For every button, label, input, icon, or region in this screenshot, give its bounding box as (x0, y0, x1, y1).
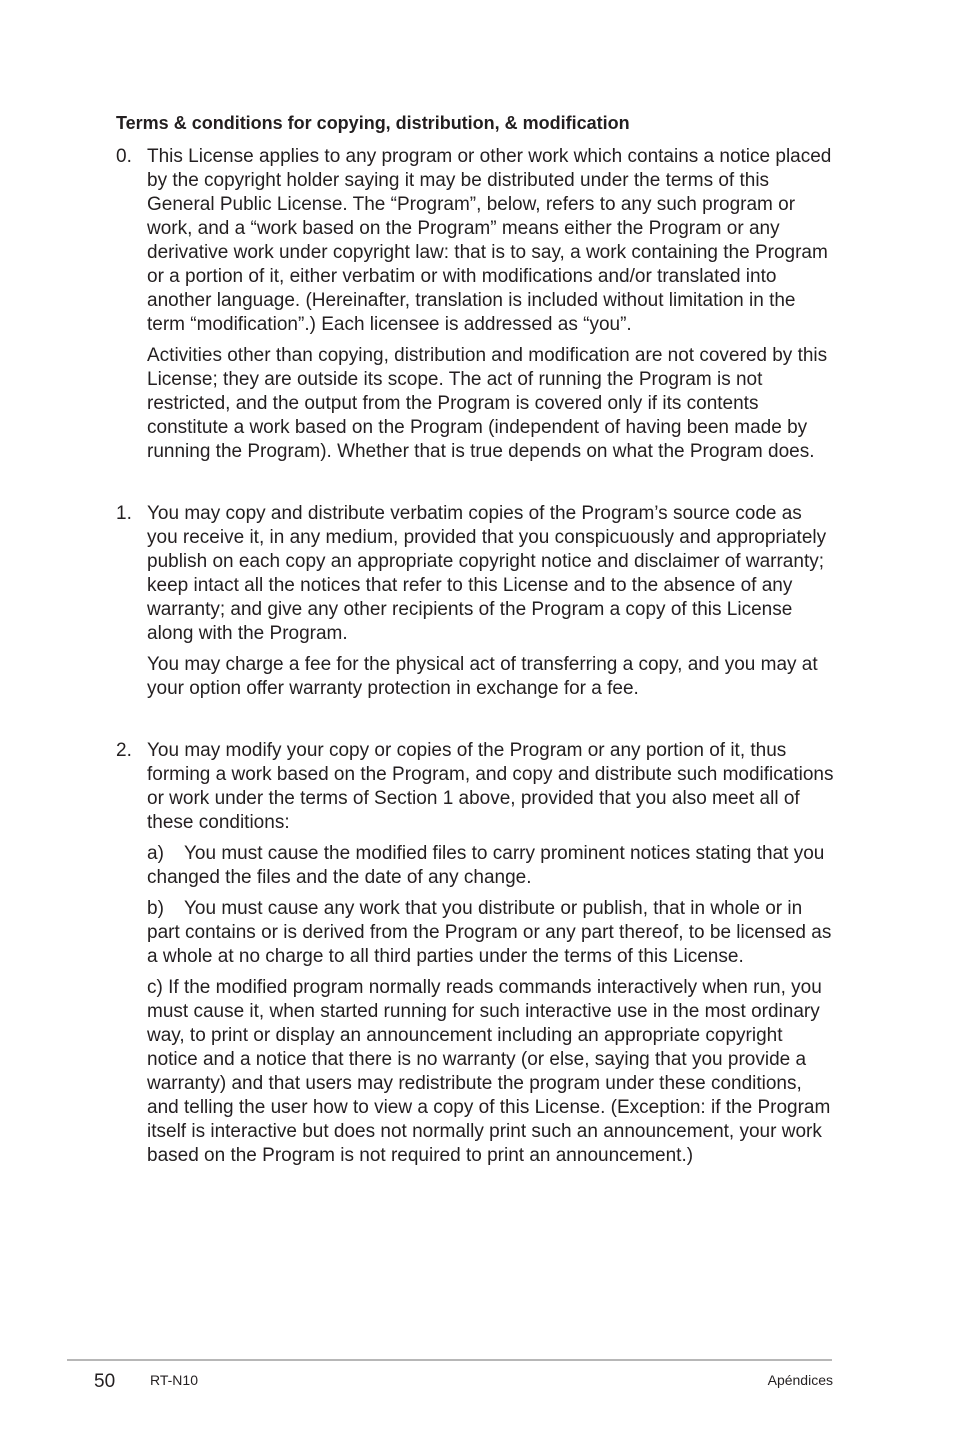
subclause-letter: a) (147, 843, 164, 864)
clause-paragraph: You may modify your copy or copies of the Program or any portion of it, thus forming a work based on the Program, and copy and distribute such modifications or work under the terms of Section 1 above, provided that you also meet all of these conditions: (147, 740, 834, 833)
footer-divider (67, 1359, 832, 1361)
subclause-a (147, 842, 836, 890)
footer-model: RT-N10 (150, 1372, 198, 1388)
clause-1 (116, 502, 836, 701)
license-terms (116, 145, 836, 1168)
subclause-text: You must cause the modified files to carry prominent notices stating that you changed the files and the date of any change. (147, 843, 825, 888)
section-heading: Terms & conditions for copying, distribution, & modification (116, 113, 630, 133)
clause-number: 1. (116, 503, 132, 524)
footer-section: Apéndices (767, 1372, 833, 1388)
clause-paragraph: You may copy and distribute verbatim copies of the Program’s source code as you receive it, in any medium, provided that you conspicuously and appropriately publish on each copy an appropriate copyright notice and disclaimer of warranty; keep intact all the notices that refer to this License and to the absence of any warranty; and give any other recipients of the Program a copy of this License along with the Program. (147, 503, 827, 644)
clause-number: 2. (116, 740, 132, 761)
subclause-text: You must cause any work that you distribute or publish, that in whole or in part contains or is derived from the Program or any part thereof, to be licensed as a whole at no charge to all third parties under the terms of this License. (147, 898, 832, 967)
clause-paragraph: This License applies to any program or other work which contains a notice placed by the copyright holder saying it may be distributed under the terms of this General Public License. The “Program”, below, refers to any such program or work, and a “work based on the Program” means either the Program or any derivative work under copyright law: that is to say, a work containing the Program or a portion of it, either verbatim or with modifications and/or translated into another language. (Hereinafter, translation is included without limitation in the term “modification”.) Each licensee is addressed as “you”. (147, 146, 832, 335)
subclause-letter: b) (147, 898, 164, 919)
page-number: 50 (94, 1371, 116, 1392)
clause-2 (116, 739, 836, 1168)
subclause-c: c) If the modified program normally reads commands interactively when run, you must cause it, when started running for such interactive use in the most ordinary way, to print or display an announcement including an appropriate copyright notice and a notice that there is no warranty (or else, saying that you provide a warranty) and that users may redistribute the program under these conditions, and telling the user how to view a copy of this License. (Exception: if the Program itself is interactive but does not normally print such an announcement, your work based on the Program is not required to print an announcement.) (147, 977, 831, 1166)
clause-paragraph: Activities other than copying, distribution and modification are not covered by this License; they are outside its scope. The act of running the Program is not restricted, and the output from the Program is covered only if its contents constitute a work based on the Program (independent of having been made by running the Program). Whether that is true depends on what the Program does. (147, 345, 828, 462)
clause-paragraph: You may charge a fee for the physical act of transferring a copy, and you may at your option offer warranty protection in exchange for a fee. (147, 654, 818, 699)
clause-number: 0. (116, 146, 132, 167)
clause-0 (116, 145, 836, 464)
subclause-b (147, 897, 836, 969)
